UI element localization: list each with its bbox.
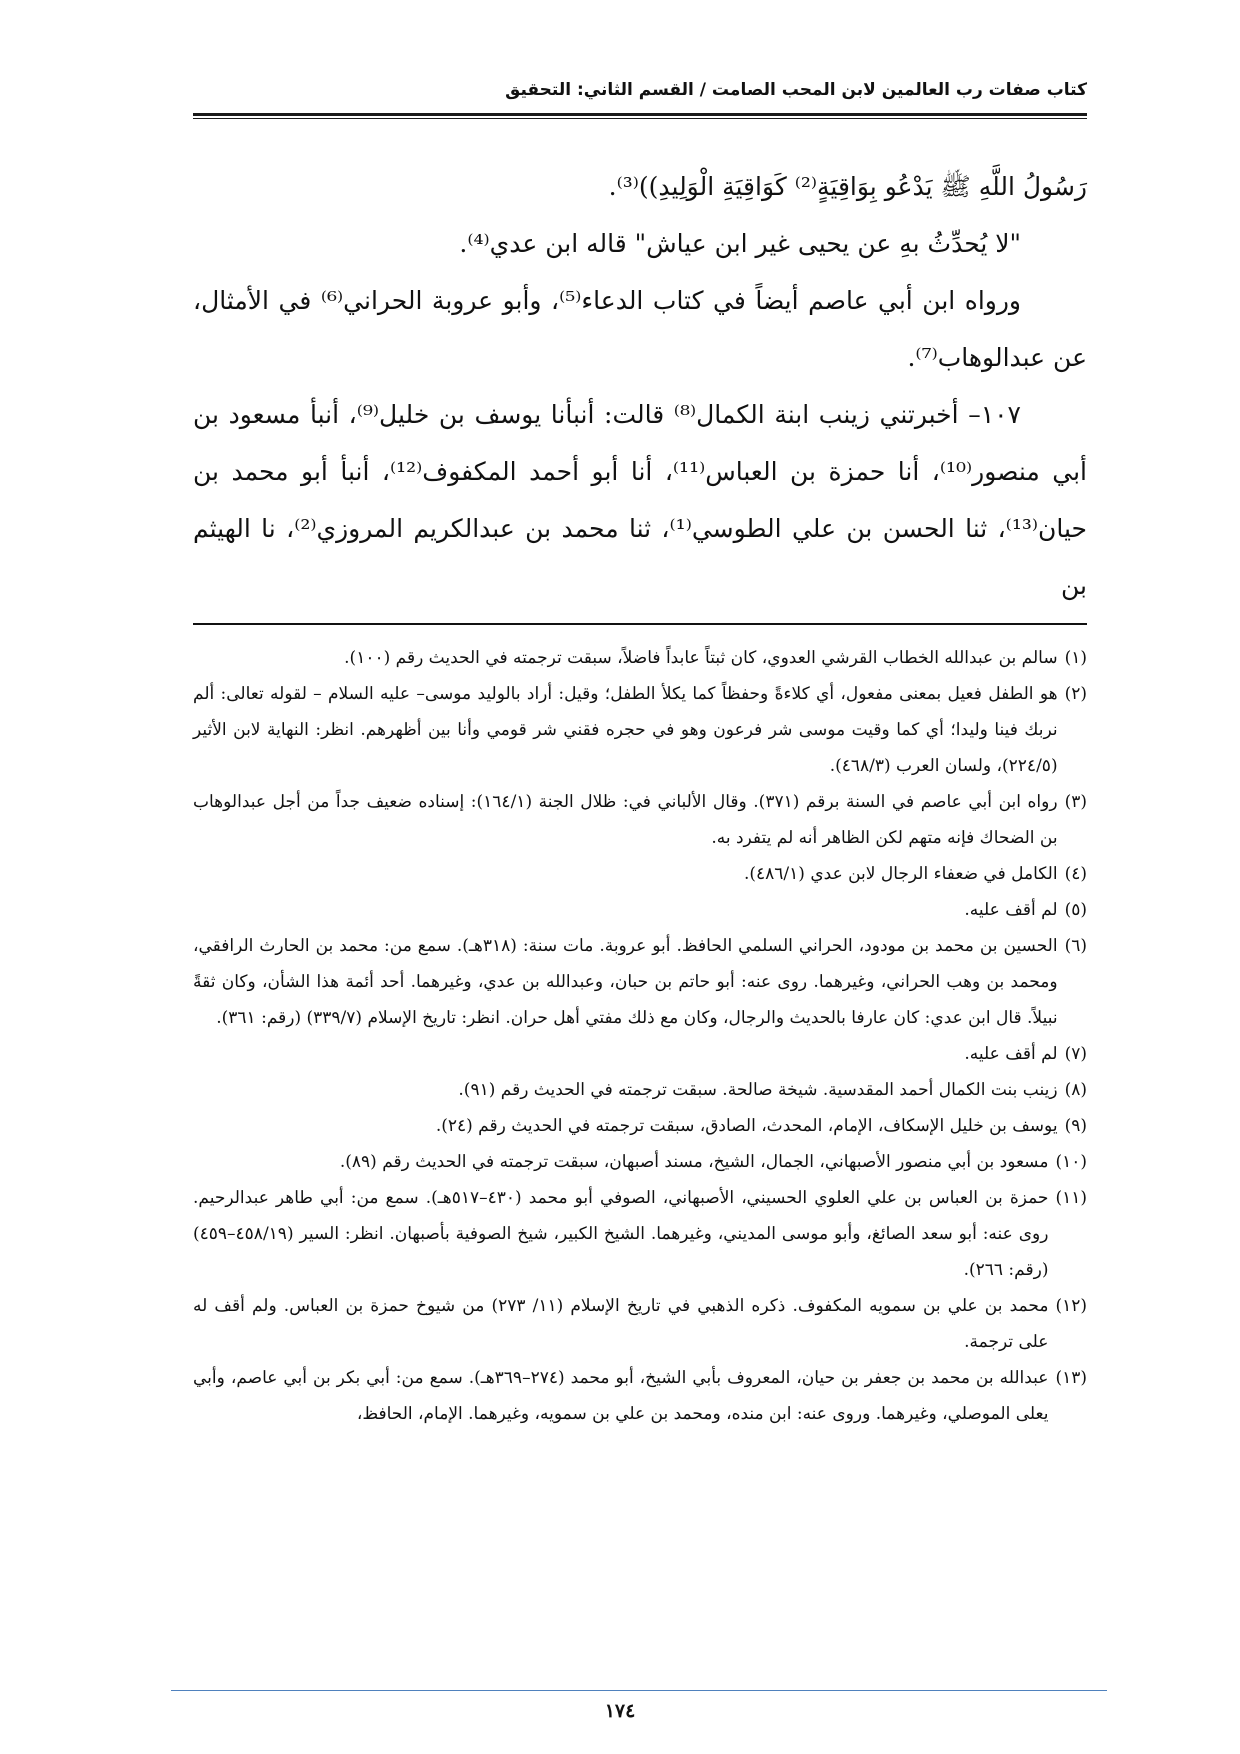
footnote-number: (٨) [1064, 1080, 1087, 1100]
footnote-number: (٥) [1064, 900, 1087, 920]
footnote-number: (٧) [1064, 1044, 1087, 1064]
footnote [193, 640, 1087, 676]
header-rule-thin [193, 118, 1087, 119]
running-header: كتاب صفات رب العالمين لابن المحب الصامت / القسم الثاني: التحقيق [505, 80, 1087, 100]
footnote-number: (٦) [1064, 936, 1087, 956]
hadith-107-paragraph: ١٠٧– أخبرتني زينب ابنة الكمال⁽⁸⁾ قالت: أنبأنا يوسف بن خليل⁽⁹⁾، أنبأ مسعود بن أبي منصور⁽¹⁰⁾، أنا حمزة بن العباس⁽¹¹⁾، أنا أبو أحمد المكفوف⁽¹²⁾، أنبأ أبو محمد بن حيان⁽¹³⁾، ثنا الحسن بن علي الطوسي⁽¹⁾، ثنا محمد بن عبدالكريم المروزي⁽²⁾، نا الهيثم بن [193, 400, 1087, 600]
footnote-text: رواه ابن أبي عاصم في السنة برقم (٣٧١). وقال الألباني في: ظلال الجنة (١٦٤/١): إسناده ضعيف جداً من أجل عبدالوهاب بن الضحاك فإنه متهم لكن الظاهر أنه لم يتفرد به. [193, 792, 1058, 848]
footnote-number: (٩) [1064, 1116, 1087, 1136]
footnote-text: هو الطفل فعيل بمعنى مفعول، أي كلاءةً وحفظاً كما يكلأ الطفل؛ وقيل: أراد بالوليد موسى– عليه السلام – لقوله تعالى: ألم نربك فينا وليدا؛ أي كما وقيت موسى شر فرعون وهو في حجره فقني شر قومي وأنا بين أظهرهم. انظر: النهاية لابن الأثير (٢٢٤/٥)، ولسان العرب (٤٦٨/٣). [193, 684, 1058, 776]
footnote [193, 892, 1087, 928]
header-rule [193, 113, 1087, 116]
main-text [193, 158, 1087, 614]
footnote [193, 1144, 1087, 1180]
footnote-text: يوسف بن خليل الإسكاف، الإمام، المحدث، الصادق، سبقت ترجمته في الحديث رقم (٢٤). [435, 1116, 1058, 1136]
footnote-number: (٢) [1064, 684, 1087, 704]
footnote-number: (١٠) [1055, 1152, 1087, 1172]
footnote-number: (١٢) [1055, 1296, 1087, 1316]
footnote [193, 856, 1087, 892]
footnote-text: زينب بنت الكمال أحمد المقدسية. شيخة صالحة. سبقت ترجمته في الحديث رقم (٩١). [458, 1080, 1058, 1100]
footnote-text: الكامل في ضعفاء الرجال لابن عدي (٤٨٦/١). [743, 864, 1058, 884]
footnote-text: الحسين بن محمد بن مودود، الحراني السلمي الحافظ. أبو عروبة. مات سنة: (٣١٨هـ). سمع من: محمد بن الحارث الرافقي، ومحمد بن وهب الحراني، وغيرهما. روى عنه: أبو حاتم بن حبان، وعبدالله بن عدي، وغيرهما. أحد أئمة هذا الشأن، وكان ثقةً نبيلاً. قال ابن عدي: كان عارفا بالحديث والرجال، وكان مع ذلك مفتي أهل حران. انظر: تاريخ الإسلام (٣٣٩/٧) (رقم: ٣٦١). [193, 936, 1058, 1028]
footnote-number: (١) [1064, 648, 1087, 668]
footnote [193, 1036, 1087, 1072]
footnote-separator [193, 623, 1087, 625]
footnote-text: حمزة بن العباس بن علي العلوي الحسيني، الأصبهاني، الصوفي أبو محمد (٤٣٠–٥١٧هـ). سمع من: أبي طاهر عبدالرحيم. روى عنه: أبو سعد الصائغ، وأبو موسى المديني، وغيرهما. الشيخ الكبير، شيخ الصوفية بأصبهان. انظر: السير (٤٥٨/١٩–٤٥٩) (رقم: ٢٦٦). [193, 1188, 1049, 1280]
footnote [193, 784, 1087, 856]
footnote [193, 1180, 1087, 1288]
footnote-number: (١٣) [1055, 1368, 1087, 1388]
footnote-number: (٤) [1064, 864, 1087, 884]
footnote [193, 676, 1087, 784]
footnote [193, 1108, 1087, 1144]
footnote-text: محمد بن علي بن سمويه المكفوف. ذكره الذهبي في تاريخ الإسلام (١١/ ٢٧٣) من شيوخ حمزة بن العباس. ولم أقف له على ترجمة. [193, 1296, 1049, 1352]
footnotes [193, 640, 1087, 1432]
body-paragraph: "لا يُحدِّثُ بهِ عن يحيى غير ابن عياش" قاله ابن عدي⁽⁴⁾. [459, 229, 1021, 258]
body-paragraph: ورواه ابن أبي عاصم أيضاً في كتاب الدعاء⁽⁵⁾، وأبو عروبة الحراني⁽⁶⁾ في الأمثال، عن عبدالوهاب⁽⁷⁾. [193, 286, 1087, 372]
body-paragraph: رَسُولُ اللَّهِ ﷺ يَدْعُو بِوَاقِيَةٍ⁽²⁾ كَوَاقِيَةِ الْوَلِيدِ))⁽³⁾. [608, 172, 1087, 201]
footnote-number: (٣) [1064, 792, 1087, 812]
footnote [193, 928, 1087, 1036]
footnote-text: مسعود بن أبي منصور الأصبهاني، الجمال، الشيخ، مسند أصبهان، سبقت ترجمته في الحديث رقم (٨٩). [339, 1152, 1049, 1172]
footnote [193, 1072, 1087, 1108]
footnote [193, 1288, 1087, 1360]
footnote-text: سالم بن عبدالله الخطاب القرشي العدوي، كان ثبتاً عابداً فاضلاً، سبقت ترجمته في الحديث رقم (١٠٠). [344, 648, 1058, 668]
footnote-number: (١١) [1055, 1188, 1087, 1208]
page-number: ١٧٤ [604, 1700, 636, 1722]
footnote-text: لم أقف عليه. [964, 900, 1058, 920]
footnote-text: عبدالله بن محمد بن جعفر بن حيان، المعروف بأبي الشيخ، أبو محمد (٢٧٤–٣٦٩هـ). سمع من: أبي بكر بن أبي عاصم، وأبي يعلى الموصلي، وغيرهما. وروى عنه: ابن منده، ومحمد بن علي بن سمويه، وغيرهما. الإمام، الحافظ، [193, 1368, 1049, 1424]
footer-rule [171, 1690, 1107, 1691]
footnote [193, 1360, 1087, 1432]
footnote-text: لم أقف عليه. [964, 1044, 1058, 1064]
